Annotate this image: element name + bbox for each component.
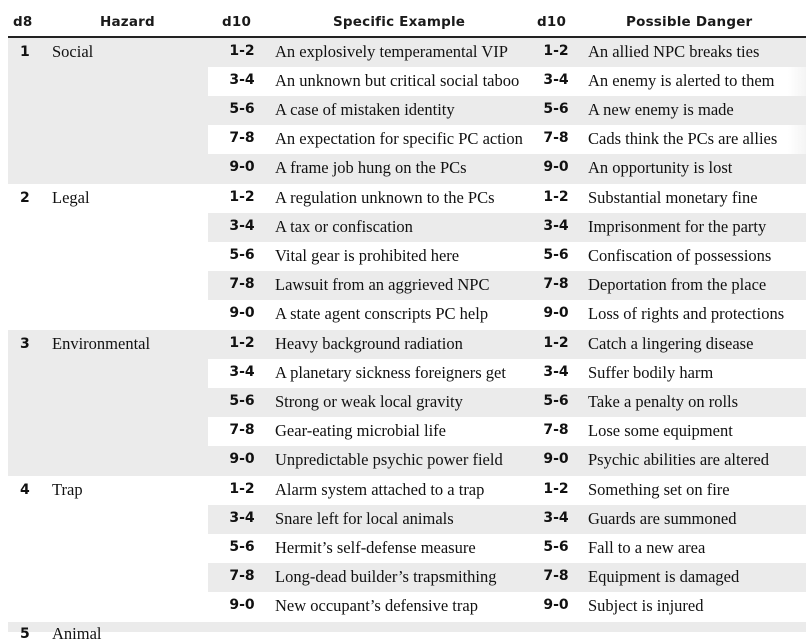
example-roll: 9-0 — [229, 597, 255, 613]
group-number: 5 — [20, 626, 30, 642]
group-hazard: Animal — [52, 624, 102, 643]
table-row — [208, 388, 806, 417]
hazard-group-trap — [8, 476, 806, 622]
table-row — [208, 213, 806, 242]
example-roll: 1-2 — [229, 481, 255, 497]
example-text: Strong or weak local gravity — [275, 392, 463, 411]
example-roll: 3-4 — [229, 510, 255, 526]
danger-roll: 5-6 — [543, 539, 569, 555]
example-text: Snare left for local animals — [275, 509, 454, 528]
example-roll: 5-6 — [229, 247, 255, 263]
table-row — [208, 300, 806, 329]
danger-text: Subject is injured — [588, 596, 704, 615]
example-roll: 9-0 — [229, 159, 255, 175]
table-row — [208, 359, 806, 388]
danger-text: An enemy is alerted to them — [588, 71, 775, 90]
table-row — [208, 446, 806, 475]
header-possible-danger: Possible Danger — [626, 14, 753, 30]
table-row — [208, 184, 806, 213]
danger-roll: 9-0 — [543, 451, 569, 467]
example-roll: 3-4 — [229, 72, 255, 88]
example-text: A frame job hung on the PCs — [275, 158, 467, 177]
table-row — [208, 563, 806, 592]
danger-roll: 1-2 — [543, 43, 569, 59]
header-specific-example: Specific Example — [333, 14, 466, 30]
example-text: Heavy background radiation — [275, 334, 463, 353]
header-hazard: Hazard — [100, 14, 155, 30]
hazard-group-environmental — [8, 330, 806, 476]
example-roll: 9-0 — [229, 451, 255, 467]
example-text: New occupant’s defensive trap — [275, 596, 478, 615]
danger-text: Catch a lingering disease — [588, 334, 754, 353]
example-roll: 5-6 — [229, 539, 255, 555]
danger-text: Loss of rights and protections — [588, 304, 785, 323]
header-d10-example: d10 — [222, 14, 252, 30]
table-row — [208, 534, 806, 563]
example-text: Hermit’s self-defense measure — [275, 538, 476, 557]
danger-roll: 5-6 — [543, 393, 569, 409]
example-roll: 7-8 — [229, 422, 255, 438]
table-row — [208, 154, 806, 183]
example-roll: 5-6 — [229, 393, 255, 409]
danger-roll: 5-6 — [543, 247, 569, 263]
danger-text: Fall to a new area — [588, 538, 706, 557]
danger-roll: 3-4 — [543, 364, 569, 380]
example-roll: 3-4 — [229, 364, 255, 380]
danger-text: Substantial monetary fine — [588, 188, 758, 207]
group-number: 1 — [20, 44, 30, 60]
example-text: An unknown but critical social taboo — [275, 71, 520, 90]
example-text: Unpredictable psychic power field — [275, 450, 503, 469]
danger-text: Something set on fire — [588, 480, 730, 499]
danger-roll: 7-8 — [543, 130, 569, 146]
example-roll: 7-8 — [229, 130, 255, 146]
example-roll: 5-6 — [229, 101, 255, 117]
example-roll: 1-2 — [229, 335, 255, 351]
example-text: A tax or confiscation — [275, 217, 413, 236]
danger-roll: 3-4 — [543, 218, 569, 234]
danger-text: Deportation from the place — [588, 275, 767, 294]
danger-text: Equipment is damaged — [588, 567, 740, 586]
header-d10-danger: d10 — [537, 14, 567, 30]
example-roll: 3-4 — [229, 218, 255, 234]
group-hazard: Social — [52, 42, 94, 61]
example-roll: 1-2 — [229, 43, 255, 59]
group-number: 3 — [20, 336, 30, 352]
danger-roll: 5-6 — [543, 101, 569, 117]
danger-text: Psychic abilities are altered — [588, 450, 769, 469]
example-text: An expectation for specific PC action — [275, 129, 523, 148]
table-header — [0, 0, 804, 36]
danger-text: Take a penalty on rolls — [588, 392, 739, 411]
example-text: Lawsuit from an aggrieved NPC — [275, 275, 490, 294]
example-text: Alarm system attached to a trap — [275, 480, 485, 499]
table-row — [208, 592, 806, 621]
danger-roll: 9-0 — [543, 305, 569, 321]
hazard-group-animal-partial — [8, 622, 806, 643]
table-row — [208, 125, 806, 154]
group-hazard: Legal — [52, 188, 90, 207]
example-roll: 7-8 — [229, 568, 255, 584]
example-roll: 7-8 — [229, 276, 255, 292]
danger-roll: 1-2 — [543, 335, 569, 351]
danger-text: Imprisonment for the party — [588, 217, 767, 236]
table-row — [208, 242, 806, 271]
danger-roll: 7-8 — [543, 276, 569, 292]
danger-roll: 1-2 — [543, 189, 569, 205]
example-text: A state agent conscripts PC help — [275, 304, 489, 323]
example-text: A case of mistaken identity — [275, 100, 455, 119]
example-text: An explosively temperamental VIP — [275, 42, 508, 61]
danger-roll: 1-2 — [543, 481, 569, 497]
danger-roll: 7-8 — [543, 422, 569, 438]
table-row — [208, 417, 806, 446]
group-number: 4 — [20, 482, 30, 498]
table-row — [208, 96, 806, 125]
example-roll: 9-0 — [229, 305, 255, 321]
danger-roll: 3-4 — [543, 72, 569, 88]
danger-text: Guards are summoned — [588, 509, 737, 528]
danger-text: An allied NPC breaks ties — [588, 42, 760, 61]
danger-text: An opportunity is lost — [588, 158, 733, 177]
danger-text: A new enemy is made — [588, 100, 734, 119]
table-row — [208, 476, 806, 505]
group-hazard: Trap — [52, 480, 83, 499]
danger-text: Suffer bodily harm — [588, 363, 714, 382]
hazard-group-legal — [8, 184, 806, 330]
danger-roll: 7-8 — [543, 568, 569, 584]
table-row — [208, 38, 806, 67]
example-text: Vital gear is prohibited here — [275, 246, 460, 265]
hazard-group-social — [8, 38, 806, 184]
danger-text: Confiscation of possessions — [588, 246, 772, 265]
example-roll: 1-2 — [229, 189, 255, 205]
table-row — [208, 505, 806, 534]
table-row — [208, 271, 806, 300]
danger-text: Lose some equipment — [588, 421, 733, 440]
group-number: 2 — [20, 190, 30, 206]
danger-roll: 9-0 — [543, 597, 569, 613]
example-text: Long-dead builder’s trapsmithing — [275, 567, 497, 586]
table-row — [208, 330, 806, 359]
header-d8: d8 — [13, 14, 33, 30]
danger-roll: 9-0 — [543, 159, 569, 175]
example-text: Gear-eating microbial life — [275, 421, 447, 440]
example-text: A planetary sickness foreigners get — [275, 363, 506, 382]
example-text: A regulation unknown to the PCs — [275, 188, 495, 207]
group-hazard: Environmental — [52, 334, 151, 353]
danger-text: Cads think the PCs are allies — [588, 129, 778, 148]
danger-roll: 3-4 — [543, 510, 569, 526]
table-row — [208, 67, 806, 96]
